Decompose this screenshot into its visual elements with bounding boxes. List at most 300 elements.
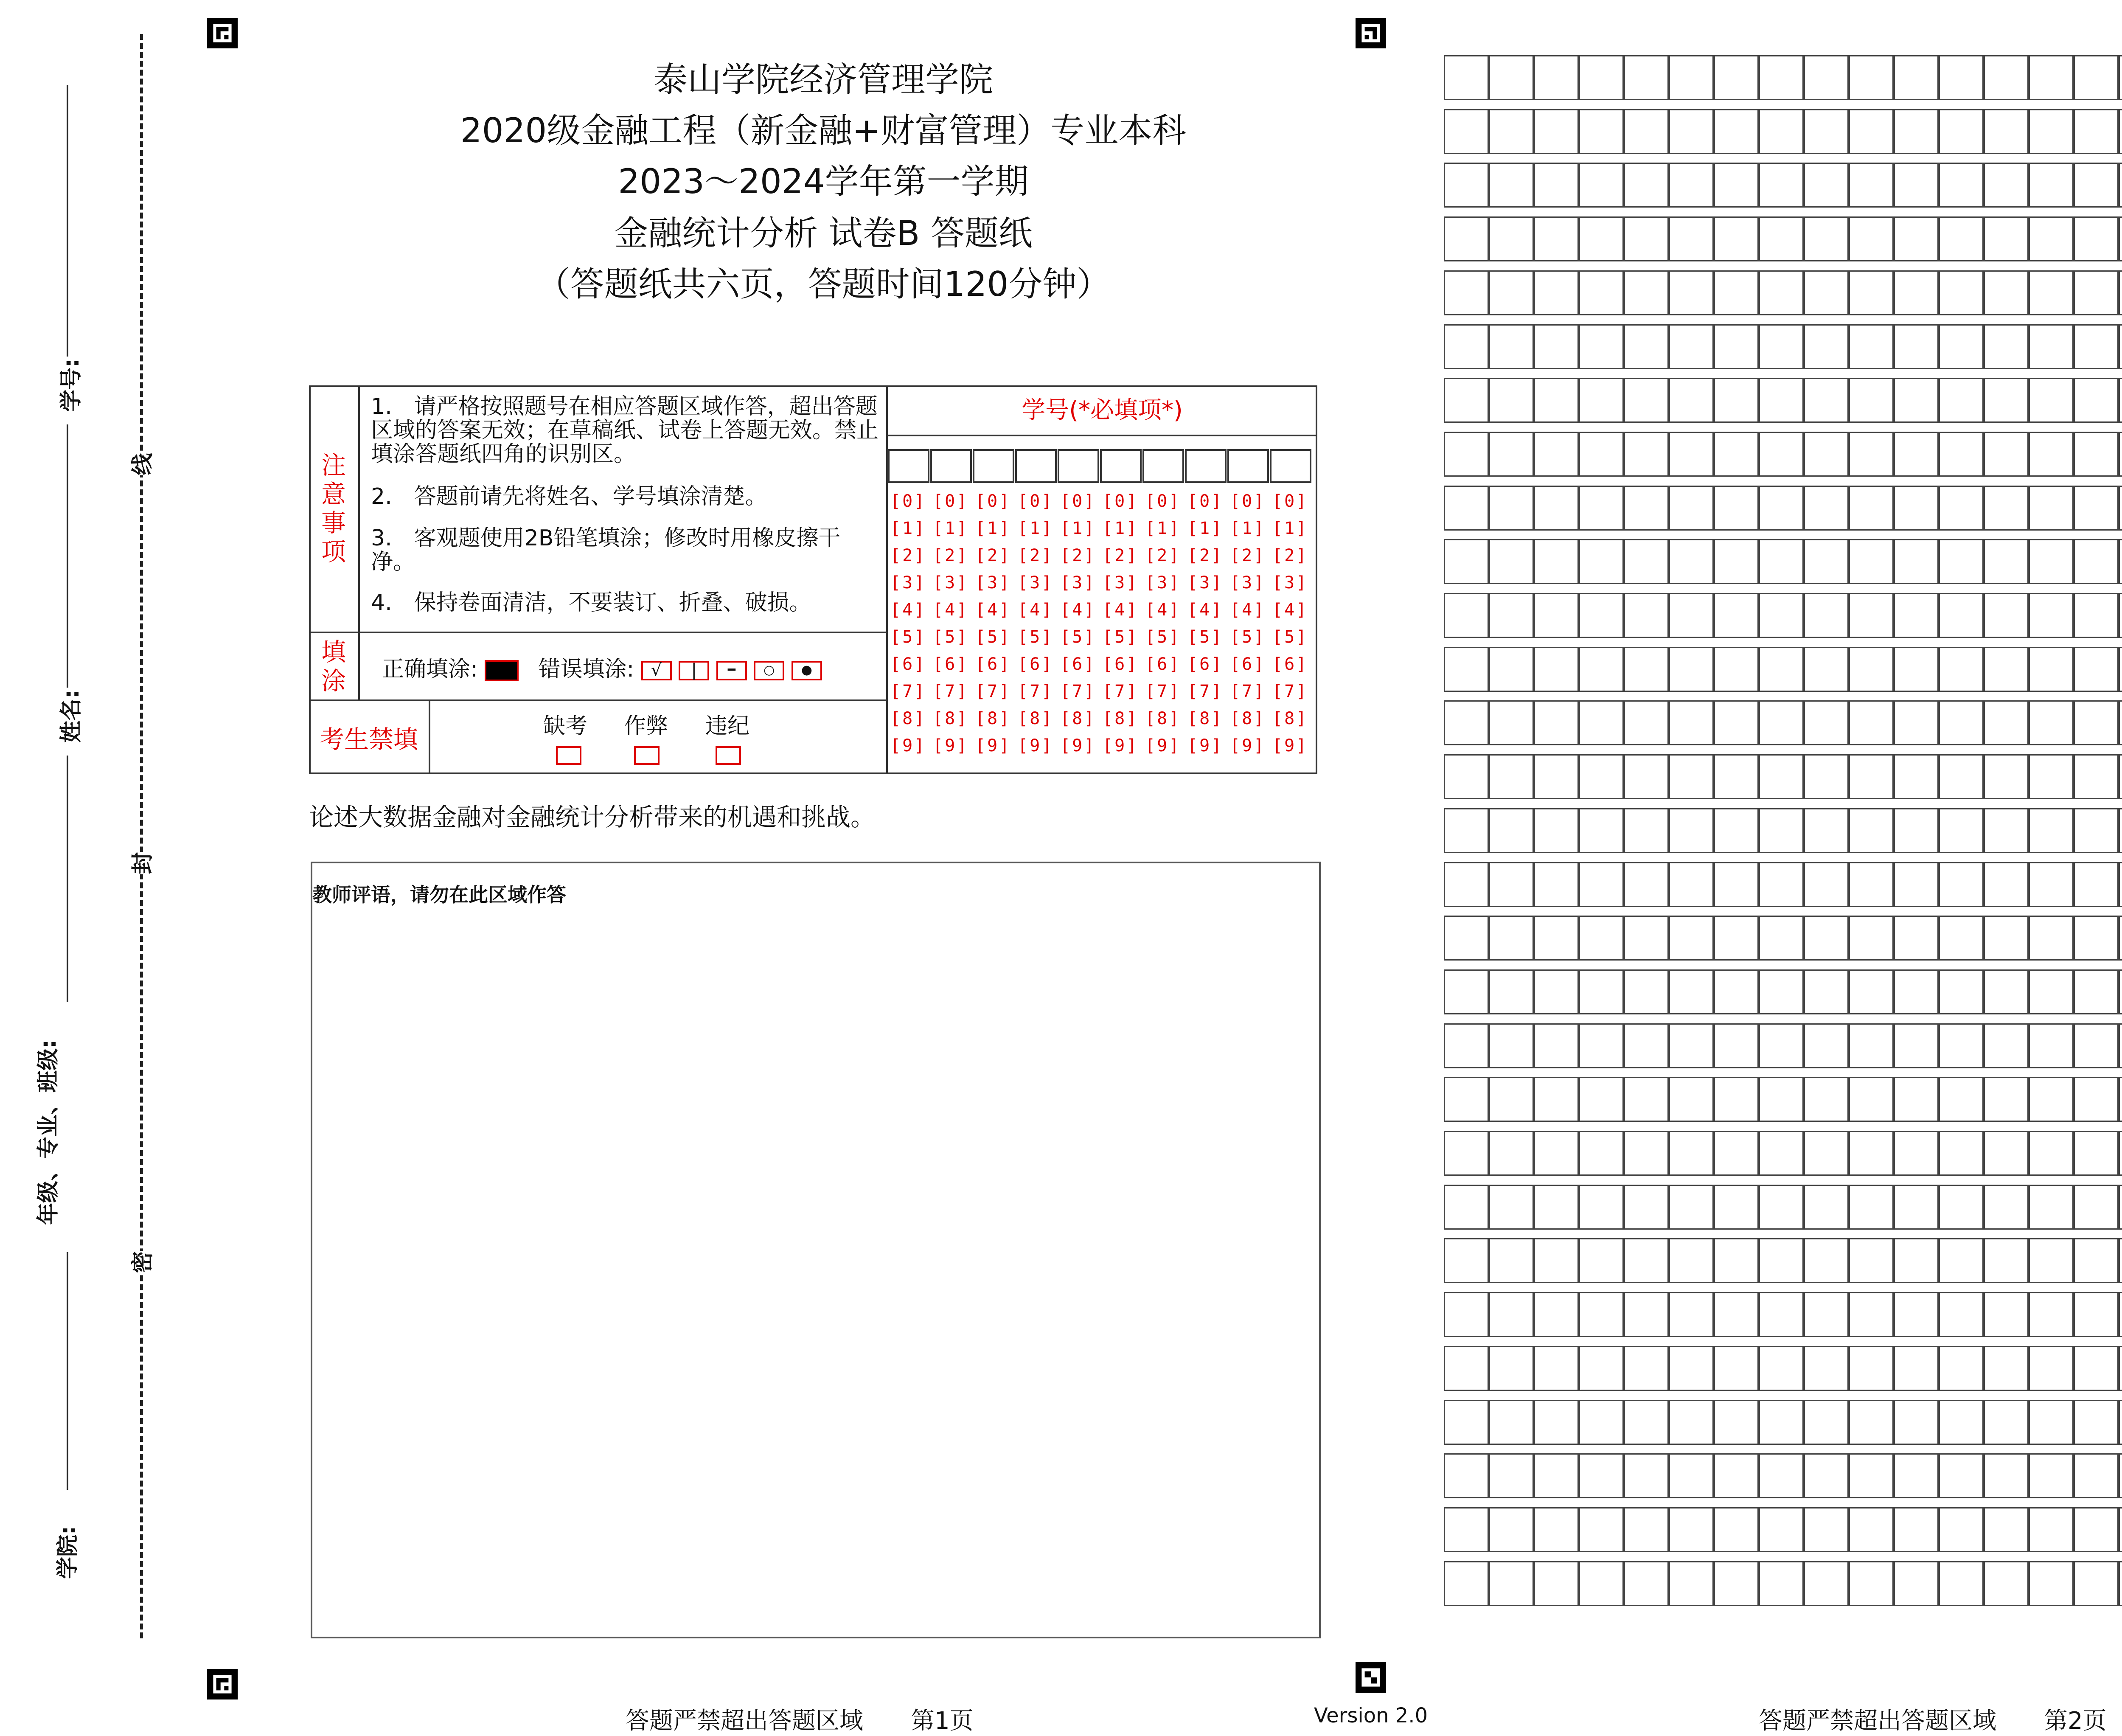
grid-cell[interactable] — [1579, 163, 1624, 208]
grid-cell[interactable] — [1489, 593, 1534, 638]
grid-cell[interactable] — [1579, 1346, 1624, 1391]
student-id-bubble[interactable]: [5] — [1230, 627, 1266, 647]
grid-cell[interactable] — [1804, 270, 1849, 315]
grid-cell[interactable] — [2074, 754, 2119, 799]
grid-cell[interactable] — [2074, 1238, 2119, 1283]
grid-cell[interactable] — [1849, 432, 1894, 477]
grid-cell[interactable] — [1714, 1346, 1759, 1391]
grid-cell[interactable] — [1534, 432, 1579, 477]
grid-cell[interactable] — [1894, 647, 1939, 692]
grid-cell[interactable] — [1759, 1400, 1804, 1445]
grid-cell[interactable] — [1579, 216, 1624, 261]
grid-cell[interactable] — [1714, 1400, 1759, 1445]
grid-cell[interactable] — [2074, 1131, 2119, 1176]
grid-cell[interactable] — [1534, 1561, 1579, 1606]
grid-cell[interactable] — [1894, 969, 1939, 1014]
student-id-bubble[interactable]: [3] — [1060, 573, 1096, 593]
status-cheat-checkbox[interactable] — [634, 746, 660, 765]
student-id-bubble[interactable]: [4] — [890, 600, 926, 620]
grid-cell[interactable] — [1444, 270, 1489, 315]
student-id-box[interactable] — [930, 449, 972, 483]
grid-cell[interactable] — [1894, 1077, 1939, 1122]
grid-cell[interactable] — [1669, 1507, 1714, 1552]
grid-cell[interactable] — [1579, 270, 1624, 315]
student-id-bubble[interactable]: [3] — [890, 573, 926, 593]
grid-cell[interactable] — [1984, 216, 2029, 261]
grid-cell[interactable] — [1669, 1400, 1714, 1445]
grid-cell[interactable] — [1444, 700, 1489, 745]
grid-cell[interactable] — [1534, 1077, 1579, 1122]
grid-cell[interactable] — [1624, 324, 1669, 369]
grid-cell[interactable] — [2119, 754, 2122, 799]
grid-cell[interactable] — [1984, 916, 2029, 961]
grid-cell[interactable] — [1624, 1023, 1669, 1068]
grid-cell[interactable] — [1894, 55, 1939, 100]
student-id-bubble[interactable]: [1] — [1018, 519, 1054, 538]
grid-cell[interactable] — [2074, 862, 2119, 907]
grid-cell[interactable] — [1984, 270, 2029, 315]
student-id-bubble[interactable]: [7] — [1145, 682, 1181, 701]
grid-cell[interactable] — [1444, 432, 1489, 477]
student-id-bubble[interactable]: [2] — [1018, 546, 1054, 565]
grid-cell[interactable] — [1534, 1185, 1579, 1230]
grid-cell[interactable] — [1849, 539, 1894, 584]
student-id-bubble[interactable]: [1] — [1103, 519, 1139, 538]
grid-cell[interactable] — [1894, 808, 1939, 853]
grid-cell[interactable] — [1759, 270, 1804, 315]
student-id-bubble[interactable]: [0] — [1145, 492, 1181, 511]
student-id-bubble[interactable]: [8] — [975, 709, 1011, 728]
grid-cell[interactable] — [1714, 378, 1759, 423]
student-id-bubble[interactable]: [1] — [1145, 519, 1181, 538]
grid-cell[interactable] — [1849, 1185, 1894, 1230]
grid-cell[interactable] — [2119, 1131, 2122, 1176]
student-id-bubble[interactable]: [8] — [1018, 709, 1054, 728]
grid-cell[interactable] — [1984, 808, 2029, 853]
grid-cell[interactable] — [1489, 486, 1534, 531]
student-id-bubble[interactable]: [3] — [1272, 573, 1308, 593]
grid-cell[interactable] — [1444, 647, 1489, 692]
student-id-bubble[interactable]: [1] — [1060, 519, 1096, 538]
grid-cell[interactable] — [1624, 55, 1669, 100]
grid-cell[interactable] — [1984, 1561, 2029, 1606]
grid-cell[interactable] — [1669, 109, 1714, 154]
grid-cell[interactable] — [1714, 754, 1759, 799]
student-id-write-line[interactable] — [67, 85, 68, 357]
grid-cell[interactable] — [1669, 432, 1714, 477]
grid-cell[interactable] — [1894, 1453, 1939, 1498]
grid-cell[interactable] — [1714, 969, 1759, 1014]
grid-cell[interactable] — [1534, 324, 1579, 369]
grid-cell[interactable] — [1939, 647, 1984, 692]
grid-cell[interactable] — [1534, 1346, 1579, 1391]
grid-cell[interactable] — [1804, 1185, 1849, 1230]
student-id-bubble[interactable]: [5] — [1103, 627, 1139, 647]
student-id-bubble[interactable]: [5] — [1018, 627, 1054, 647]
grid-cell[interactable] — [1579, 1185, 1624, 1230]
grid-cell[interactable] — [1669, 1292, 1714, 1337]
grid-cell[interactable] — [1624, 378, 1669, 423]
student-id-bubble[interactable]: [4] — [975, 600, 1011, 620]
grid-cell[interactable] — [1489, 754, 1534, 799]
student-id-bubble[interactable]: [7] — [1018, 682, 1054, 701]
grid-cell[interactable] — [1624, 969, 1669, 1014]
grid-cell[interactable] — [1714, 647, 1759, 692]
grid-cell[interactable] — [1579, 1453, 1624, 1498]
grid-cell[interactable] — [1894, 1346, 1939, 1391]
grid-cell[interactable] — [1759, 432, 1804, 477]
grid-cell[interactable] — [1579, 539, 1624, 584]
grid-cell[interactable] — [1534, 539, 1579, 584]
grid-cell[interactable] — [1984, 324, 2029, 369]
grid-cell[interactable] — [1714, 270, 1759, 315]
grid-cell[interactable] — [1804, 432, 1849, 477]
grid-cell[interactable] — [1489, 916, 1534, 961]
grid-cell[interactable] — [1534, 969, 1579, 1014]
grid-cell[interactable] — [2119, 1292, 2122, 1337]
student-id-bubble[interactable]: [2] — [1103, 546, 1139, 565]
grid-cell[interactable] — [1624, 593, 1669, 638]
grid-cell[interactable] — [1444, 1023, 1489, 1068]
grid-cell[interactable] — [1624, 216, 1669, 261]
grid-cell[interactable] — [1849, 1346, 1894, 1391]
student-id-bubble[interactable]: [7] — [1187, 682, 1224, 701]
grid-cell[interactable] — [1984, 109, 2029, 154]
grid-cell[interactable] — [2074, 1077, 2119, 1122]
grid-cell[interactable] — [1804, 1561, 1849, 1606]
grid-cell[interactable] — [1984, 378, 2029, 423]
student-id-bubble[interactable]: [2] — [1060, 546, 1096, 565]
grid-cell[interactable] — [2074, 808, 2119, 853]
grid-cell[interactable] — [1489, 808, 1534, 853]
student-id-bubble[interactable]: [6] — [1230, 655, 1266, 674]
grid-cell[interactable] — [2029, 1185, 2074, 1230]
grid-cell[interactable] — [1939, 1131, 1984, 1176]
student-id-bubble[interactable]: [7] — [1272, 682, 1308, 701]
student-id-bubble[interactable]: [2] — [1230, 546, 1266, 565]
grid-cell[interactable] — [2074, 1185, 2119, 1230]
grid-cell[interactable] — [2029, 55, 2074, 100]
grid-cell[interactable] — [1489, 1561, 1534, 1606]
grid-cell[interactable] — [2119, 432, 2122, 477]
student-id-bubble[interactable]: [6] — [933, 655, 969, 674]
student-id-bubble[interactable]: [9] — [1272, 736, 1308, 756]
grid-cell[interactable] — [1534, 270, 1579, 315]
grid-cell[interactable] — [1489, 647, 1534, 692]
grid-cell[interactable] — [1939, 378, 1984, 423]
grid-cell[interactable] — [2119, 1238, 2122, 1283]
grid-cell[interactable] — [2029, 700, 2074, 745]
grid-cell[interactable] — [1939, 1185, 1984, 1230]
grid-cell[interactable] — [2119, 1346, 2122, 1391]
grid-cell[interactable] — [1939, 216, 1984, 261]
grid-cell[interactable] — [1489, 1023, 1534, 1068]
grid-cell[interactable] — [1849, 109, 1894, 154]
grid-cell[interactable] — [1939, 862, 1984, 907]
student-id-bubble[interactable]: [9] — [975, 736, 1011, 756]
grid-cell[interactable] — [1939, 324, 1984, 369]
grid-cell[interactable] — [1534, 700, 1579, 745]
grid-cell[interactable] — [1939, 109, 1984, 154]
grid-cell[interactable] — [1849, 1023, 1894, 1068]
grid-cell[interactable] — [2074, 916, 2119, 961]
grid-cell[interactable] — [1714, 1292, 1759, 1337]
grid-cell[interactable] — [1669, 916, 1714, 961]
grid-cell[interactable] — [1894, 916, 1939, 961]
student-id-bubble[interactable]: [7] — [933, 682, 969, 701]
grid-cell[interactable] — [1444, 1346, 1489, 1391]
student-id-bubble[interactable]: [8] — [1060, 709, 1096, 728]
student-id-bubble[interactable]: [1] — [1187, 519, 1224, 538]
grid-cell[interactable] — [2029, 647, 2074, 692]
student-id-bubble[interactable]: [0] — [1272, 492, 1308, 511]
grid-cell[interactable] — [2029, 1453, 2074, 1498]
grid-cell[interactable] — [1714, 700, 1759, 745]
grid-cell[interactable] — [1579, 754, 1624, 799]
grid-cell[interactable] — [2029, 862, 2074, 907]
grid-cell[interactable] — [2029, 1292, 2074, 1337]
grid-cell[interactable] — [1489, 1185, 1534, 1230]
grid-cell[interactable] — [1849, 55, 1894, 100]
grid-cell[interactable] — [1444, 1238, 1489, 1283]
student-id-bubble[interactable]: [9] — [1187, 736, 1224, 756]
grid-cell[interactable] — [1714, 916, 1759, 961]
grid-cell[interactable] — [1669, 270, 1714, 315]
grid-cell[interactable] — [1714, 539, 1759, 584]
grid-cell[interactable] — [1804, 324, 1849, 369]
grid-cell[interactable] — [1804, 916, 1849, 961]
grid-cell[interactable] — [2074, 1346, 2119, 1391]
student-id-bubble[interactable]: [6] — [890, 655, 926, 674]
grid-cell[interactable] — [1894, 1023, 1939, 1068]
student-id-bubble[interactable]: [8] — [1272, 709, 1308, 728]
grid-cell[interactable] — [1489, 1292, 1534, 1337]
class-write-line[interactable] — [67, 756, 68, 1002]
grid-cell[interactable] — [1804, 539, 1849, 584]
grid-cell[interactable] — [1714, 432, 1759, 477]
grid-cell[interactable] — [2119, 486, 2122, 531]
grid-cell[interactable] — [1939, 432, 1984, 477]
grid-cell[interactable] — [1444, 1453, 1489, 1498]
grid-cell[interactable] — [1894, 432, 1939, 477]
grid-cell[interactable] — [1849, 1561, 1894, 1606]
grid-cell[interactable] — [1894, 1292, 1939, 1337]
grid-cell[interactable] — [1444, 916, 1489, 961]
grid-cell[interactable] — [1669, 593, 1714, 638]
grid-cell[interactable] — [2029, 163, 2074, 208]
grid-cell[interactable] — [1894, 700, 1939, 745]
grid-cell[interactable] — [1714, 1077, 1759, 1122]
grid-cell[interactable] — [1534, 55, 1579, 100]
grid-cell[interactable] — [2119, 862, 2122, 907]
grid-cell[interactable] — [1984, 55, 2029, 100]
grid-cell[interactable] — [2119, 539, 2122, 584]
grid-cell[interactable] — [1894, 754, 1939, 799]
grid-cell[interactable] — [2074, 647, 2119, 692]
student-id-bubble[interactable]: [7] — [1060, 682, 1096, 701]
grid-cell[interactable] — [1624, 808, 1669, 853]
grid-cell[interactable] — [1894, 539, 1939, 584]
grid-cell[interactable] — [1624, 916, 1669, 961]
grid-cell[interactable] — [1624, 1400, 1669, 1445]
grid-cell[interactable] — [2074, 270, 2119, 315]
grid-cell[interactable] — [1669, 1561, 1714, 1606]
grid-cell[interactable] — [2119, 1400, 2122, 1445]
grid-cell[interactable] — [1534, 1023, 1579, 1068]
grid-cell[interactable] — [1849, 270, 1894, 315]
status-absent-checkbox[interactable] — [556, 746, 581, 765]
grid-cell[interactable] — [2029, 1238, 2074, 1283]
grid-cell[interactable] — [2029, 1400, 2074, 1445]
grid-cell[interactable] — [1984, 432, 2029, 477]
grid-cell[interactable] — [1804, 1077, 1849, 1122]
grid-cell[interactable] — [1804, 378, 1849, 423]
status-violation-checkbox[interactable] — [716, 746, 741, 765]
grid-cell[interactable] — [1579, 1238, 1624, 1283]
student-id-bubble[interactable]: [3] — [1145, 573, 1181, 593]
grid-cell[interactable] — [1894, 486, 1939, 531]
grid-cell[interactable] — [1579, 647, 1624, 692]
college-write-line[interactable] — [67, 1252, 68, 1490]
grid-cell[interactable] — [1579, 916, 1624, 961]
grid-cell[interactable] — [1939, 1346, 1984, 1391]
grid-cell[interactable] — [1444, 1292, 1489, 1337]
grid-cell[interactable] — [2074, 700, 2119, 745]
grid-cell[interactable] — [1624, 700, 1669, 745]
grid-cell[interactable] — [1759, 1238, 1804, 1283]
grid-cell[interactable] — [1624, 862, 1669, 907]
grid-cell[interactable] — [2074, 593, 2119, 638]
grid-cell[interactable] — [1804, 1507, 1849, 1552]
grid-cell[interactable] — [1579, 324, 1624, 369]
grid-cell[interactable] — [1939, 539, 1984, 584]
grid-cell[interactable] — [1849, 1131, 1894, 1176]
grid-cell[interactable] — [1489, 270, 1534, 315]
grid-cell[interactable] — [1759, 1507, 1804, 1552]
grid-cell[interactable] — [1759, 486, 1804, 531]
grid-cell[interactable] — [2119, 216, 2122, 261]
grid-cell[interactable] — [1444, 593, 1489, 638]
grid-cell[interactable] — [1984, 1346, 2029, 1391]
student-id-box[interactable] — [888, 449, 929, 483]
grid-cell[interactable] — [2119, 647, 2122, 692]
grid-cell[interactable] — [2074, 324, 2119, 369]
grid-cell[interactable] — [1669, 324, 1714, 369]
grid-cell[interactable] — [1894, 378, 1939, 423]
grid-cell[interactable] — [1444, 55, 1489, 100]
student-id-bubble[interactable]: [7] — [975, 682, 1011, 701]
grid-cell[interactable] — [1804, 862, 1849, 907]
grid-cell[interactable] — [1804, 754, 1849, 799]
grid-cell[interactable] — [1534, 754, 1579, 799]
student-id-bubble[interactable]: [3] — [1187, 573, 1224, 593]
grid-cell[interactable] — [1939, 969, 1984, 1014]
student-id-bubble[interactable]: [1] — [890, 519, 926, 538]
grid-cell[interactable] — [1984, 1507, 2029, 1552]
grid-cell[interactable] — [1534, 1453, 1579, 1498]
grid-cell[interactable] — [2029, 378, 2074, 423]
grid-cell[interactable] — [2119, 163, 2122, 208]
grid-cell[interactable] — [1984, 969, 2029, 1014]
grid-cell[interactable] — [1624, 539, 1669, 584]
grid-cell[interactable] — [1489, 109, 1534, 154]
grid-cell[interactable] — [1489, 539, 1534, 584]
student-id-bubble[interactable]: [5] — [1272, 627, 1308, 647]
grid-cell[interactable] — [1804, 163, 1849, 208]
grid-cell[interactable] — [1804, 593, 1849, 638]
grid-cell[interactable] — [1714, 1023, 1759, 1068]
student-id-bubble[interactable]: [9] — [933, 736, 969, 756]
grid-cell[interactable] — [2029, 1507, 2074, 1552]
grid-cell[interactable] — [1804, 1023, 1849, 1068]
grid-cell[interactable] — [1444, 324, 1489, 369]
grid-cell[interactable] — [2074, 216, 2119, 261]
student-id-bubble[interactable]: [7] — [890, 682, 926, 701]
grid-cell[interactable] — [1489, 55, 1534, 100]
grid-cell[interactable] — [1894, 1400, 1939, 1445]
grid-cell[interactable] — [1534, 1292, 1579, 1337]
grid-cell[interactable] — [1759, 1185, 1804, 1230]
grid-cell[interactable] — [1579, 1077, 1624, 1122]
grid-cell[interactable] — [2119, 1185, 2122, 1230]
grid-cell[interactable] — [1714, 1185, 1759, 1230]
grid-cell[interactable] — [1714, 1453, 1759, 1498]
student-id-box[interactable] — [1015, 449, 1057, 483]
grid-cell[interactable] — [2074, 486, 2119, 531]
student-id-bubble[interactable]: [2] — [890, 546, 926, 565]
grid-cell[interactable] — [1714, 55, 1759, 100]
grid-cell[interactable] — [1534, 1400, 1579, 1445]
grid-cell[interactable] — [2074, 432, 2119, 477]
grid-cell[interactable] — [2029, 754, 2074, 799]
student-id-bubble[interactable]: [9] — [1018, 736, 1054, 756]
grid-cell[interactable] — [1849, 862, 1894, 907]
student-id-box[interactable] — [1227, 449, 1269, 483]
grid-cell[interactable] — [1939, 593, 1984, 638]
grid-cell[interactable] — [1759, 163, 1804, 208]
grid-cell[interactable] — [2119, 916, 2122, 961]
grid-cell[interactable] — [1624, 109, 1669, 154]
student-id-bubble[interactable]: [0] — [1187, 492, 1224, 511]
grid-cell[interactable] — [1849, 1507, 1894, 1552]
grid-cell[interactable] — [1849, 647, 1894, 692]
grid-cell[interactable] — [1759, 916, 1804, 961]
student-id-bubble[interactable]: [0] — [1060, 492, 1096, 511]
grid-cell[interactable] — [1849, 378, 1894, 423]
grid-cell[interactable] — [1489, 324, 1534, 369]
grid-cell[interactable] — [1624, 754, 1669, 799]
grid-cell[interactable] — [1669, 700, 1714, 745]
student-id-bubble[interactable]: [4] — [1187, 600, 1224, 620]
grid-cell[interactable] — [1984, 1185, 2029, 1230]
grid-cell[interactable] — [1894, 1238, 1939, 1283]
grid-cell[interactable] — [2029, 1561, 2074, 1606]
grid-cell[interactable] — [2119, 55, 2122, 100]
grid-cell[interactable] — [1984, 593, 2029, 638]
grid-cell[interactable] — [1804, 1346, 1849, 1391]
grid-cell[interactable] — [1714, 324, 1759, 369]
student-id-bubble[interactable]: [4] — [1230, 600, 1266, 620]
grid-cell[interactable] — [1624, 1346, 1669, 1391]
grid-cell[interactable] — [2029, 1346, 2074, 1391]
grid-cell[interactable] — [1534, 1131, 1579, 1176]
grid-cell[interactable] — [1669, 1131, 1714, 1176]
grid-cell[interactable] — [2029, 808, 2074, 853]
grid-cell[interactable] — [1714, 109, 1759, 154]
grid-cell[interactable] — [1849, 1238, 1894, 1283]
grid-cell[interactable] — [1984, 647, 2029, 692]
grid-cell[interactable] — [1669, 1023, 1714, 1068]
